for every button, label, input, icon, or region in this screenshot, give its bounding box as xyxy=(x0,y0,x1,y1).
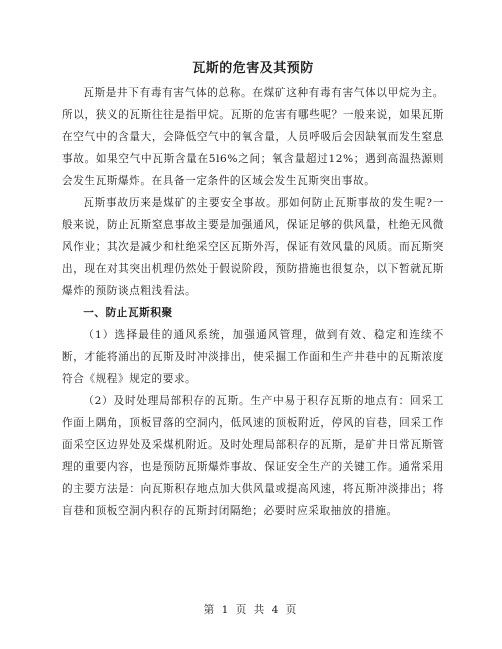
intro-paragraph-1: 瓦斯是井下有毒有害气体的总称。在煤矿这种有毒有害气体以甲烷为主。所以，狭义的瓦斯往往是指甲烷。瓦斯的危害有哪些呢？一般来说，如果瓦斯在空气中的含量大，会降低空气中的氧含量，人员呼吸后会因缺氧而发生窒息事故。如果空气中瓦斯含量在5l6%之间；氧含量超过12%；遇到高温热源则会发生瓦斯爆炸。在具备一定条件的区域会发生瓦斯突出事故。 xyxy=(62,87,444,187)
intro-paragraph-2: 瓦斯事故历来是煤矿的主要安全事故。那如何防止瓦斯事故的发生呢?一般来说，防止瓦斯窒息事故主要是加强通风，保证足够的供风量，杜绝无风微风作业；其次是减少和杜绝采空区瓦斯外泻，保证有效风量的风质。而瓦斯突出，现在对其突出机理仍然处于假说阶段，预防措施也很复杂，以下暂就瓦斯爆炸的预防谈点粗浅看法。 xyxy=(62,197,444,297)
document-title: 瓦斯的危害及其预防 xyxy=(192,61,314,76)
page-number-footer: 第 1 页 共 4 页 xyxy=(203,604,299,616)
section-heading: 一、防止瓦斯积聚 xyxy=(83,307,173,319)
section-paragraph-1: （1）选择最佳的通风系统，加强通风管理，做到有效、稳定和连续不断，才能将涌出的瓦斯及时冲淡排出，使采掘工作面和生产井巷中的瓦斯浓度符合《规程》规定的要求。 xyxy=(62,329,444,385)
document-body xyxy=(62,60,444,522)
section-paragraph-2: （2）及时处理局部积存的瓦斯。生产中易于积存瓦斯的地点有：回采工作面上隅角，顶板冒落的空洞内，低风速的顶板附近，停风的盲巷，回采工作面采空区边界处及采煤机附近。及时处理局部积存的瓦斯，是矿井日常瓦斯管理的重要内容，也是预防瓦斯爆炸事故、保证安全生产的关键工作。通常采用的主要方法是：向瓦斯积存地点加大供风量或提高风速，将瓦斯冲淡排出；将盲巷和顶板空洞内积存的瓦斯封闭隔绝；必要时应采取抽放的措施。 xyxy=(62,395,444,517)
